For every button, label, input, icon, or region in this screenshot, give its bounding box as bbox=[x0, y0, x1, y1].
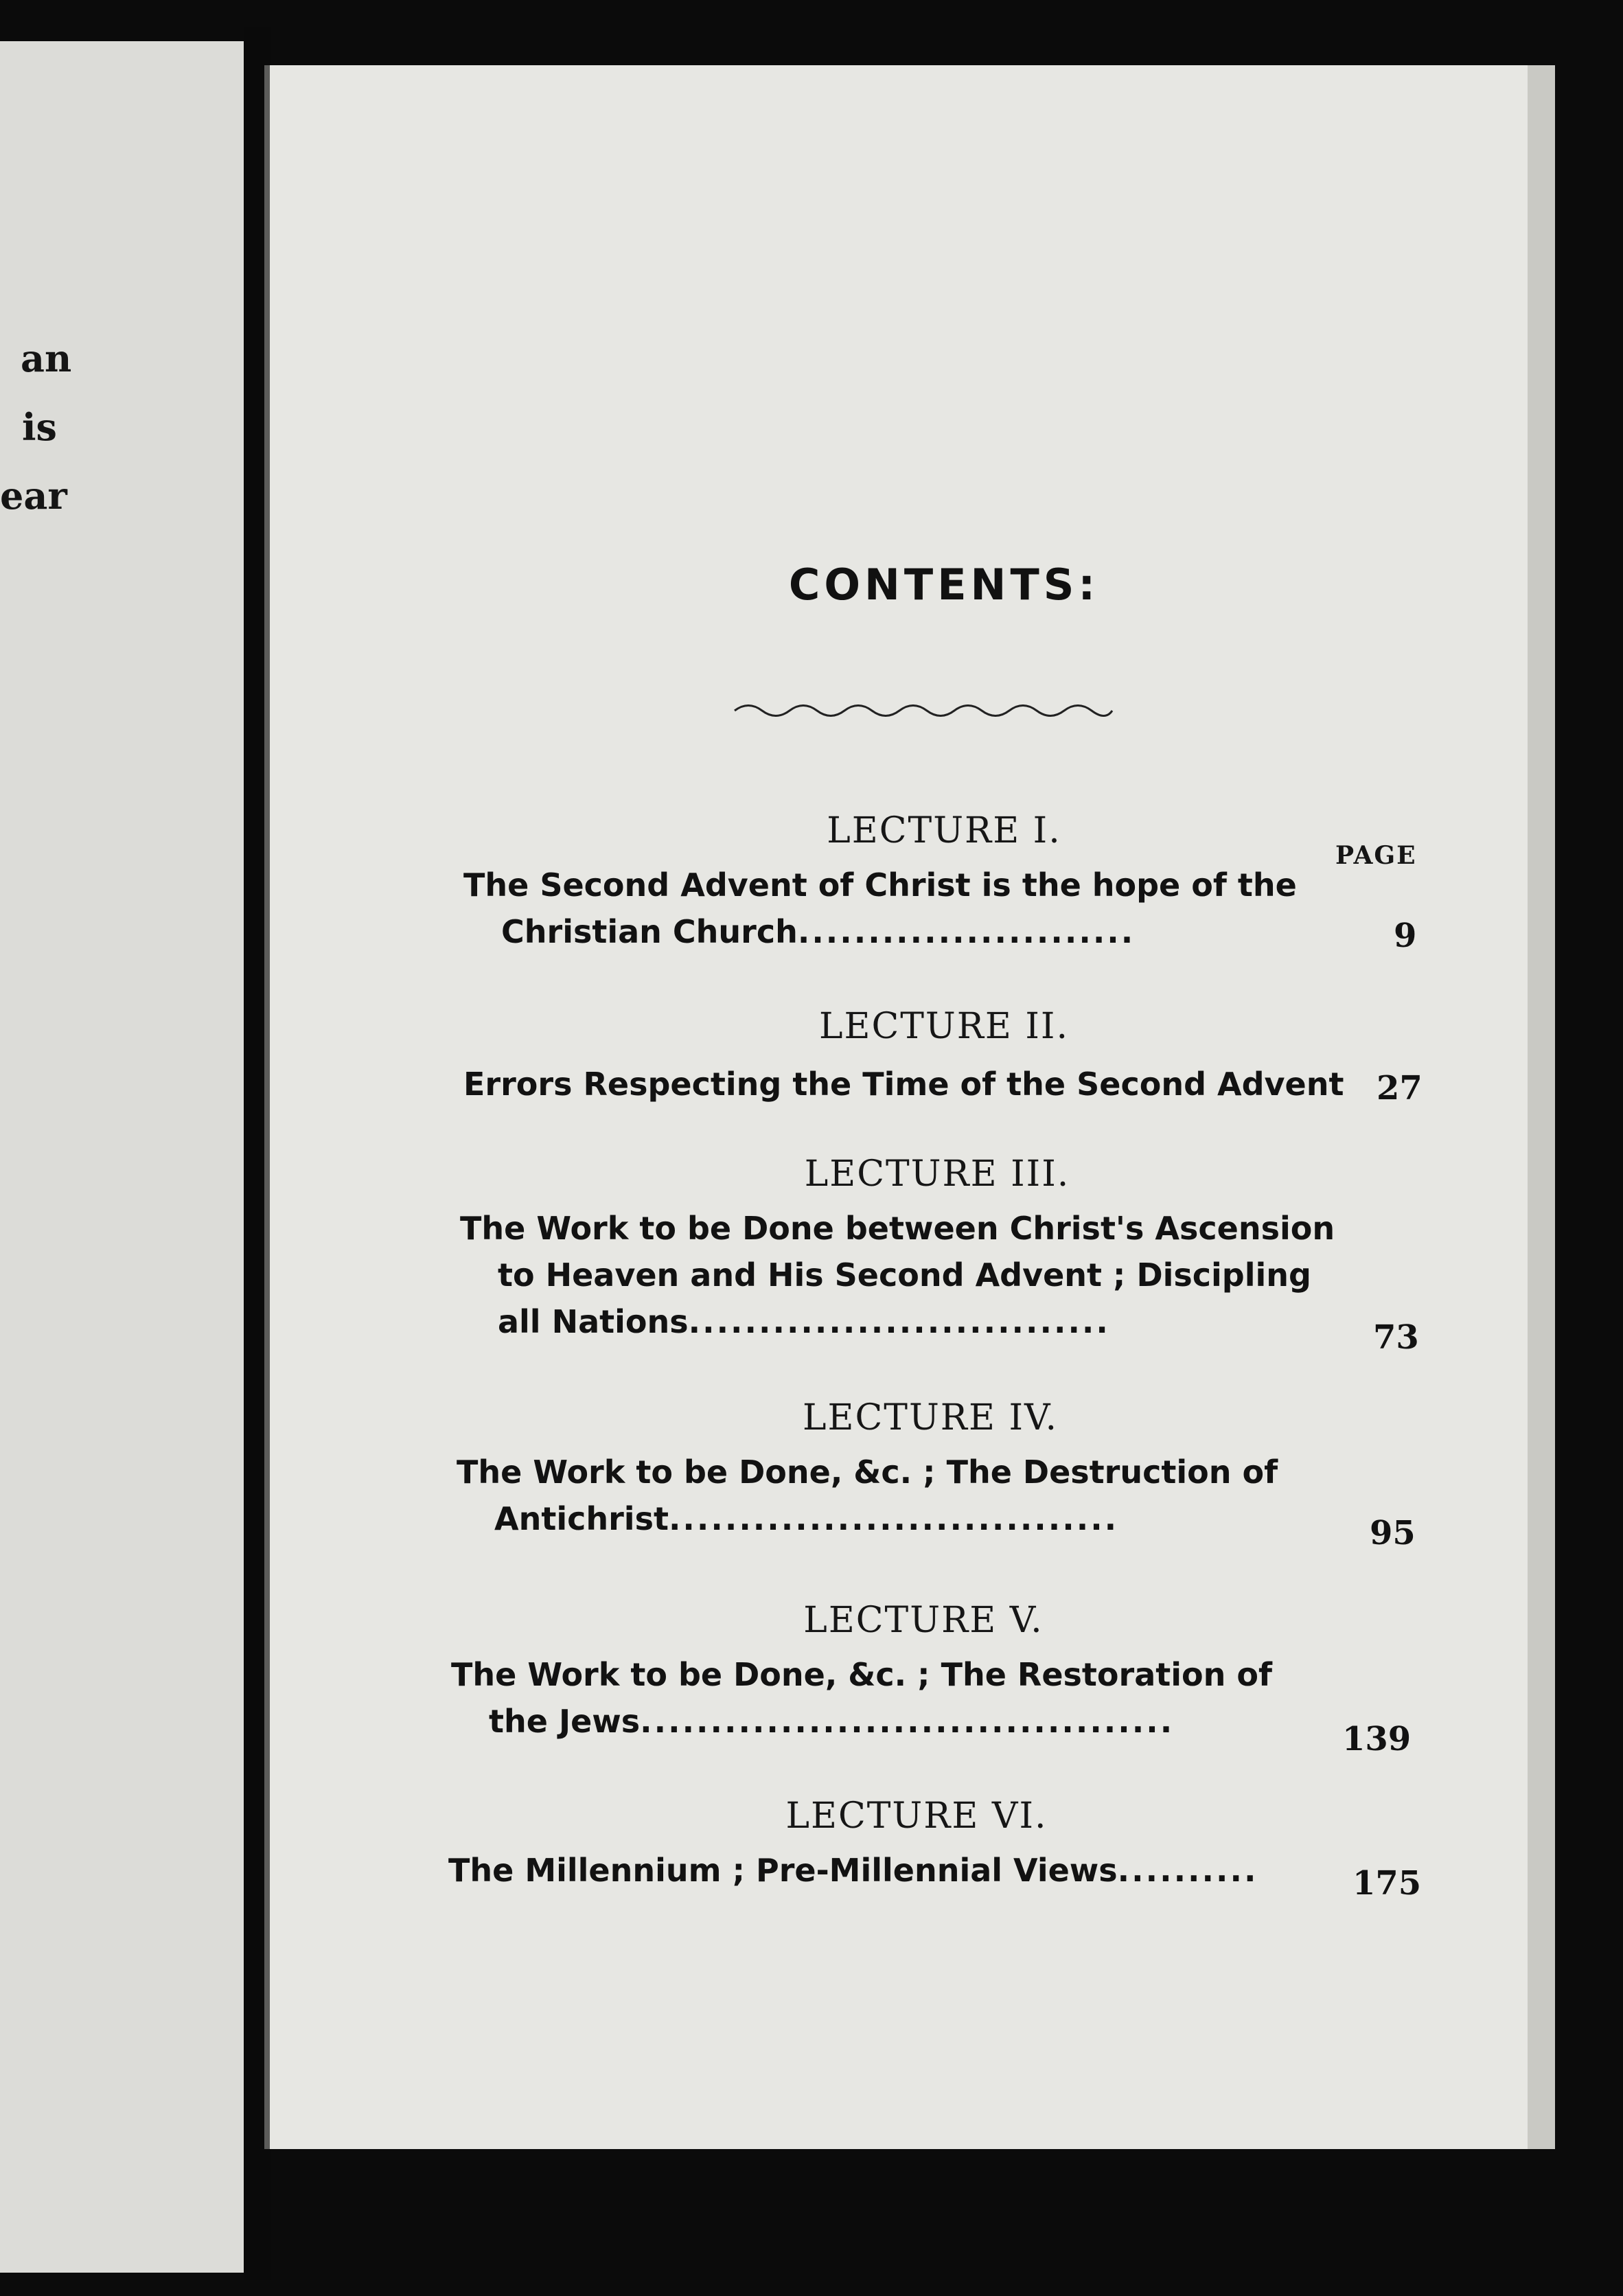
lecture-title-line: the Jews bbox=[489, 1703, 641, 1740]
page-column-label: PAGE bbox=[1335, 841, 1417, 870]
lecture-title-line: The Work to be Done, &c. ; The Restoration of bbox=[451, 1656, 1272, 1693]
lecture-title-line: to Heaven and His Second Advent ; Discipling bbox=[498, 1256, 1311, 1294]
page-number: 139 bbox=[1342, 1720, 1412, 1758]
dot-leader: .......... bbox=[1117, 1852, 1258, 1889]
page-number: 73 bbox=[1373, 1318, 1419, 1357]
lecture-title-line: The Work to be Done between Christ's Ascension bbox=[460, 1210, 1335, 1247]
lecture-title-line: all Nations bbox=[498, 1303, 689, 1340]
contents-body bbox=[264, 65, 1555, 2149]
lecture-entry[interactable] bbox=[460, 1205, 1335, 1345]
page-title: CONTENTS: bbox=[788, 560, 1100, 610]
lecture-title-line: Antichrist bbox=[494, 1500, 669, 1537]
dot-leader: ................................ bbox=[668, 1500, 1119, 1537]
dot-leader: ........................ bbox=[797, 913, 1136, 950]
lecture-heading: LECTURE I. bbox=[827, 810, 1061, 851]
ornamental-rule bbox=[731, 697, 1116, 724]
page-number: 9 bbox=[1394, 917, 1417, 955]
page-number: 95 bbox=[1370, 1514, 1416, 1552]
lecture-title-line: The Second Advent of Christ is the hope of the bbox=[463, 866, 1297, 904]
left-page-fragment: an bbox=[21, 336, 72, 380]
lecture-heading: LECTURE III. bbox=[804, 1153, 1070, 1195]
lecture-heading: LECTURE IV. bbox=[803, 1397, 1058, 1438]
left-page bbox=[0, 41, 251, 2273]
lecture-title-line: Christian Church bbox=[501, 913, 798, 950]
page-number: 27 bbox=[1377, 1069, 1423, 1107]
lecture-title-line: The Work to be Done, &c. ; The Destruction of bbox=[457, 1454, 1278, 1491]
page-number: 175 bbox=[1352, 1864, 1422, 1903]
lecture-entry[interactable] bbox=[463, 1061, 1344, 1107]
contents-page bbox=[264, 65, 1555, 2149]
lecture-entry[interactable] bbox=[448, 1847, 1258, 1894]
lecture-title-line: Errors Respecting the Time of the Second Advent bbox=[463, 1066, 1344, 1103]
lecture-heading: LECTURE II. bbox=[818, 1006, 1070, 1047]
lecture-entry[interactable] bbox=[463, 862, 1297, 955]
lecture-heading: LECTURE V. bbox=[803, 1600, 1044, 1641]
left-page-fragment: is bbox=[22, 405, 57, 449]
dot-leader: .............................. bbox=[688, 1303, 1110, 1340]
lecture-title-line: The Millennium ; Pre-Millennial Views bbox=[448, 1852, 1118, 1889]
lecture-entry[interactable] bbox=[451, 1651, 1272, 1745]
left-page-fragment: ear bbox=[0, 474, 67, 518]
lecture-entry[interactable] bbox=[457, 1449, 1278, 1542]
lecture-heading: LECTURE VI. bbox=[785, 1795, 1048, 1837]
dot-leader: ...................................... bbox=[640, 1703, 1175, 1740]
